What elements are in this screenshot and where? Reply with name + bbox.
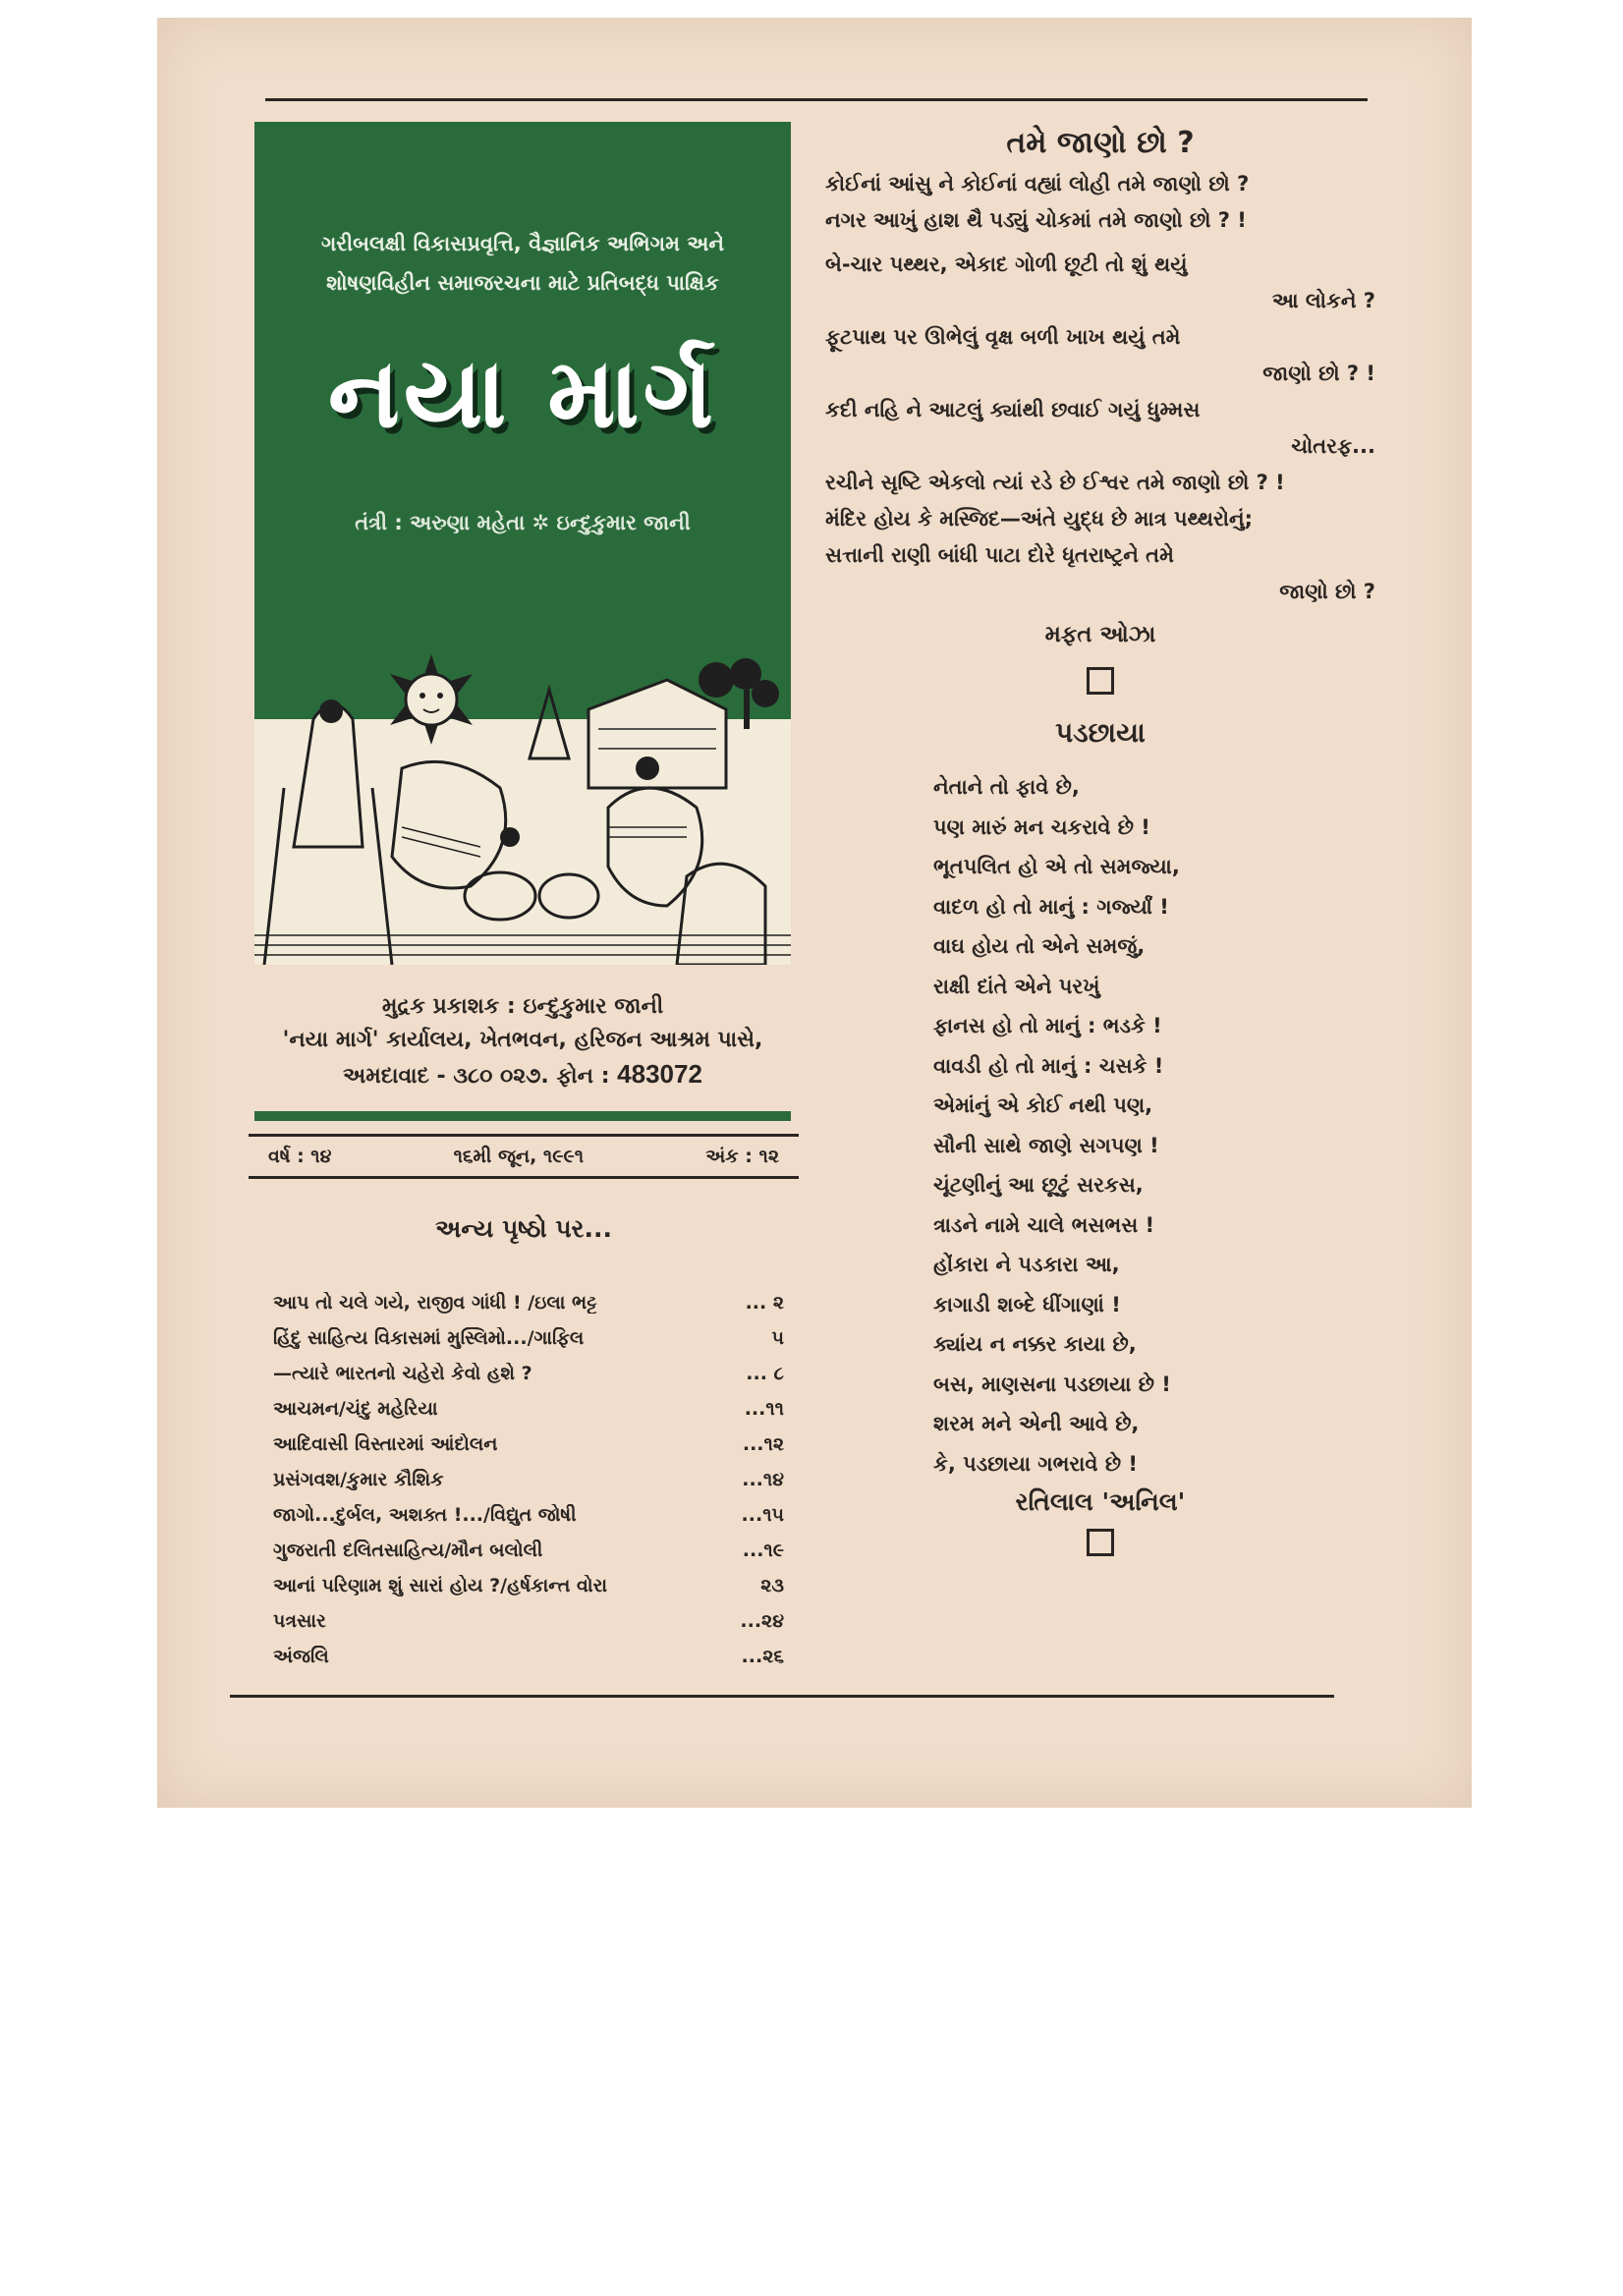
toc-item — [273, 1427, 784, 1462]
toc-item-page: ...૨૪ — [740, 1610, 784, 1632]
verse-line: પણ મારું મન ચકરાવે છે ! — [933, 814, 1150, 839]
verse-line: ભૂતપલિત હો એ તો સમજ્યા, — [933, 855, 1180, 878]
verse-line: સૌની સાથે જાણે સગપણ ! — [933, 1133, 1159, 1157]
editors-line: તંત્રી : અરુણા મહેતા ✲ ઇન્દુકુમાર જાની — [355, 511, 691, 534]
toc-item-title: અંજલિ — [273, 1646, 329, 1667]
poem-1-title: તમે જાણો છો ? — [1006, 126, 1195, 160]
cover-illustration — [254, 650, 791, 965]
toc-item-title: પત્રસાર — [273, 1610, 326, 1632]
poem-1-body — [825, 166, 1375, 610]
toc-item — [273, 1285, 784, 1320]
verse-line: કોઈનાં આંસુ ને કોઈનાં વહ્યાં લોહી તમે જાણો છો ? — [825, 172, 1250, 196]
poem-1-author: મફત ઓઝા — [1044, 622, 1156, 647]
toc-item-page: ૫ — [771, 1327, 784, 1349]
verse-line: બસ, માણસના પડછાયા છે ! — [933, 1372, 1171, 1396]
verse-line: વાવડી હો તો માનું : ચસકે ! — [933, 1053, 1164, 1078]
issue-year: વર્ષ : ૧૪ — [268, 1146, 332, 1167]
magazine-page — [157, 18, 1472, 1808]
toc-item-title: હિંદુ સાહિત્ય વિકાસમાં મુસ્લિમો.../ગાફિલ — [273, 1327, 585, 1349]
issue-date: ૧૬મી જૂન, ૧૯૯૧ — [453, 1146, 585, 1167]
toc-item-page: ...૧૪ — [742, 1469, 784, 1490]
toc-item — [273, 1462, 784, 1497]
bottom-rule — [230, 1695, 1334, 1698]
toc-item — [273, 1497, 784, 1533]
toc-item-title: —ત્યારે ભારતનો ચહેરો કેવો હશે ? — [273, 1363, 532, 1384]
cover-panel — [254, 122, 791, 965]
address-city: અમદાવાદ - ૩૮૦ ૦૨૭. ફોન : — [343, 1064, 610, 1089]
toc-item-title: ગુજરાતી દલિતસાહિત્ય/મૌન બલોલી — [273, 1540, 543, 1561]
toc-item-title: આનાં પરિણામ શું સારાં હોય ?/હર્ષકાન્ત વોરા — [273, 1575, 608, 1596]
toc-item-page: ...૧૧ — [744, 1398, 784, 1420]
toc-item — [273, 1639, 784, 1674]
verse-line: ફાનસ હો તો માનું : ભડકે ! — [933, 1014, 1162, 1037]
toc-item — [273, 1533, 784, 1568]
verse-line: વાદળ હો તો માનું : ગર્જ્યાં ! — [933, 894, 1169, 919]
publisher-line-3 — [254, 1057, 791, 1093]
verse-line: આ લોકને ? — [1271, 289, 1375, 312]
issue-info — [249, 1134, 799, 1179]
toc-item — [273, 1568, 784, 1603]
verse-line: બે-ચાર પથ્થર, એકાદ ગોળી છૂટી તો શું થયું — [825, 252, 1188, 276]
toc-item-page: ...૧૯ — [742, 1540, 784, 1561]
verse-line: હોંકારા ને પડકારા આ, — [933, 1253, 1120, 1276]
toc-item-title: પ્રસંગવશ/કુમાર કૌશિક — [273, 1469, 444, 1490]
issue-number: અંક : ૧૨ — [705, 1146, 779, 1167]
publisher-line-2: 'નયા માર્ગ' કાર્યાલય, ખેતભવન, હરિજન આશ્રમ પાસે, — [282, 1028, 763, 1052]
verse-line: રાક્ષી દાંતે એને પરખું — [933, 974, 1100, 998]
verse-line: ચોતરફ... — [1291, 434, 1375, 458]
toc-item-page: ...૧૨ — [742, 1433, 784, 1455]
verse-line: જાણો છો ? ! — [1262, 362, 1375, 385]
toc-item-title: જાગો...દુર્બલ, અશક્ત !.../વિદ્યુત જોષી — [273, 1504, 577, 1526]
verse-line: કે, પડછાયા ગભરાવે છે ! — [933, 1451, 1138, 1476]
phone-number: 483072 — [617, 1059, 702, 1089]
poem-2-title: પડછાયા — [1055, 716, 1146, 749]
magazine-title: નયા માર્ગ — [327, 338, 718, 450]
verse-line: નગર આખું હાશ થૈ પડ્યું ચોકમાં તમે જાણો છો ? ! — [825, 208, 1247, 232]
top-rule — [265, 98, 1368, 101]
toc-item-page: ૨૩ — [760, 1575, 784, 1596]
verse-line: કાગાડી શબ્દે ધીંગાણાં ! — [933, 1292, 1121, 1316]
toc-item — [273, 1603, 784, 1639]
section-end-box-icon — [1087, 667, 1114, 695]
publisher-block — [254, 990, 791, 1093]
toc-item-title: આપ તો ચલે ગયે, રાજીવ ગાંધી ! /ઇલા ભટ્ટ — [273, 1292, 597, 1314]
poem-2-body — [825, 767, 1375, 1484]
publisher-line-1: મુદ્રક પ્રકાશક : ઇન્દુકુમાર જાની — [381, 994, 664, 1019]
verse-line: ત્રાડને નામે ચાલે ભસભસ ! — [933, 1212, 1155, 1237]
verse-line: ફૂટપાથ પર ઊભેલું વૃક્ષ બળી ખાખ થયું તમે — [825, 325, 1181, 349]
poems-column — [825, 126, 1375, 1556]
verse-line: વાઘ હોય તો એને સમજું, — [933, 934, 1146, 958]
toc-item-page: ...૨૬ — [741, 1646, 784, 1667]
toc-item-page: ... ૨ — [745, 1292, 784, 1314]
verse-line: શરમ મને એની આવે છે, — [933, 1412, 1140, 1435]
section-end-box-icon — [1087, 1529, 1114, 1556]
verse-line: એમાંનું એ કોઈ નથી પણ, — [933, 1093, 1153, 1117]
toc-item — [273, 1391, 784, 1427]
verse-line: કદી નહિ ને આટલું ક્યાંથી છવાઈ ગયું ધુમ્મસ — [825, 398, 1201, 421]
verse-line: ક્યાંય ન નક્કર કાયા છે, — [933, 1332, 1137, 1356]
tagline-line-2: શોષણવિહીન સમાજરચના માટે પ્રતિબદ્ધ પાક્ષિક — [326, 271, 719, 295]
verse-line: રચીને સૃષ્ટિ એકલો ત્યાં રડે છે ઈશ્વર તમે જાણો છો ? ! — [825, 471, 1285, 494]
green-divider — [254, 1111, 791, 1121]
toc-item-page: ... ૮ — [746, 1363, 784, 1384]
cover-tagline — [254, 224, 791, 303]
toc-item-title: આચમન/ચંદુ મહેરિયા — [273, 1398, 438, 1420]
verse-line: સત્તાની રાણી બાંધી પાટા દોરે ધૃતરાષ્ટ્રને તમે — [825, 543, 1174, 567]
toc-item-title: આદિવાસી વિસ્તારમાં આંદોલન — [273, 1433, 498, 1455]
toc-item-page: ...૧૫ — [741, 1504, 784, 1526]
verse-line: નેતાને તો ફાવે છે, — [933, 775, 1080, 799]
table-of-contents — [273, 1285, 784, 1674]
toc-heading: અન્ય પૃષ્ઠો પર... — [435, 1214, 612, 1243]
verse-line: મંદિર હોય કે મસ્જિદ—અંતે યુદ્ધ છે માત્ર પથ્થરોનું; — [825, 507, 1254, 531]
tagline-line-1: ગરીબલક્ષી વિકાસપ્રવૃત્તિ, વૈજ્ઞાનિક અભિગમ અને — [320, 232, 725, 255]
verse-line: જાણો છો ? — [1279, 580, 1375, 603]
toc-item — [273, 1320, 784, 1356]
poem-2-author: રતિલાલ 'અનિલ' — [1015, 1487, 1186, 1516]
verse-line: ચૂંટણીનું આ છૂટું સરકસ, — [933, 1173, 1144, 1197]
toc-item — [273, 1356, 784, 1391]
